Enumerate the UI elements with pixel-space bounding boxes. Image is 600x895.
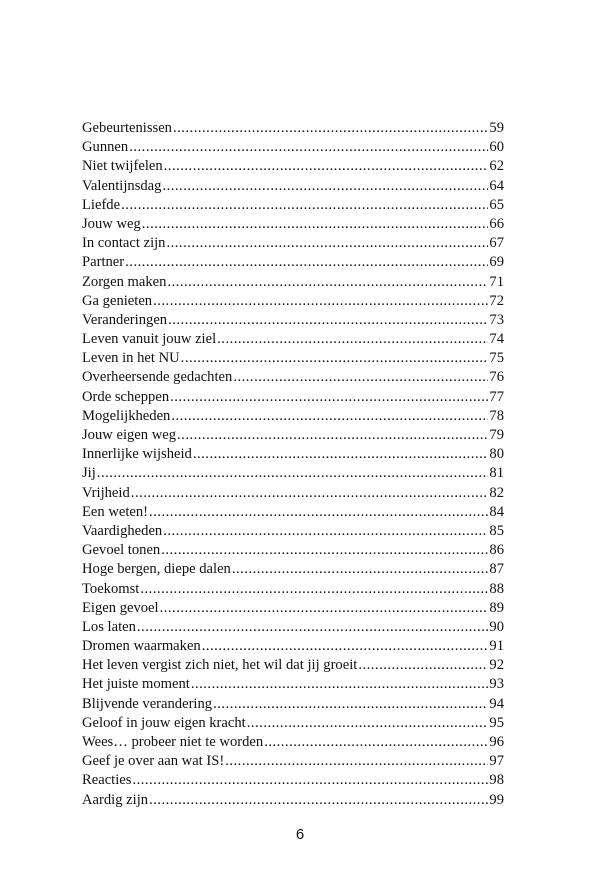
toc-entry-title: Veranderingen: [82, 311, 168, 328]
dot-leader: [125, 253, 488, 272]
dot-leader: [358, 656, 488, 675]
toc-entry-title: In contact zijn: [82, 235, 166, 252]
toc-entry-title: Gunnen: [82, 139, 129, 156]
toc-entry-title: Het juiste moment: [82, 676, 190, 693]
dot-leader: [191, 675, 489, 694]
dot-leader: [149, 503, 488, 522]
toc-entry: [82, 675, 504, 694]
dot-leader: [170, 388, 488, 407]
toc-entry-title: Liefde: [82, 196, 121, 213]
toc-entry: [82, 637, 504, 656]
toc-entry-page: 72: [489, 292, 504, 309]
toc-entry-title: Toekomst: [82, 580, 140, 597]
dot-leader: [213, 695, 488, 714]
toc-entry-page: 76: [489, 369, 504, 386]
toc-entry-page: 97: [489, 753, 504, 770]
toc-entry-page: 69: [489, 254, 504, 271]
toc-entry-page: 71: [489, 273, 504, 290]
toc-entry: [82, 215, 504, 234]
toc-entry: [82, 580, 504, 599]
toc-entry-title: Geloof in jouw eigen kracht: [82, 714, 246, 731]
toc-entry: [82, 234, 504, 253]
toc-entry-page: 80: [489, 446, 504, 463]
toc-entry-title: Vrijheid: [82, 484, 130, 501]
toc-entry-page: 92: [489, 657, 504, 674]
toc-entry: [82, 196, 504, 215]
toc-entry: [82, 349, 504, 368]
toc-entry-page: 77: [489, 388, 504, 405]
toc-entry: [82, 330, 504, 349]
dot-leader: [163, 522, 488, 541]
toc-entry: [82, 618, 504, 637]
toc-entry: [82, 484, 504, 503]
dot-leader: [131, 484, 489, 503]
toc-entry-page: 90: [489, 618, 504, 635]
toc-entry-page: 65: [489, 196, 504, 213]
toc-entry: [82, 714, 504, 733]
toc-entry: [82, 464, 504, 483]
dot-leader: [149, 791, 488, 810]
toc-entry-page: 66: [489, 215, 504, 232]
toc-entry-title: Leven in het NU: [82, 350, 180, 367]
dot-leader: [264, 733, 488, 752]
toc-entry: [82, 791, 504, 810]
toc-entry-title: Jouw weg: [82, 215, 141, 232]
dot-leader: [97, 464, 489, 483]
dot-leader: [232, 560, 489, 579]
dot-leader: [168, 311, 488, 330]
toc-entry-page: 64: [489, 177, 504, 194]
toc-entry: [82, 771, 504, 790]
toc-entry-page: 94: [489, 695, 504, 712]
toc-entry-title: Blijvende verandering: [82, 695, 213, 712]
dot-leader: [166, 234, 488, 253]
toc-entry-page: 91: [489, 638, 504, 655]
dot-leader: [121, 196, 488, 215]
toc-entry-title: Aardig zijn: [82, 791, 149, 808]
toc-entry: [82, 426, 504, 445]
toc-entry: [82, 311, 504, 330]
page-number: 6: [295, 826, 305, 843]
toc-entry: [82, 119, 504, 138]
toc-entry-page: 99: [489, 791, 504, 808]
toc-entry: [82, 407, 504, 426]
toc-entry-page: 75: [489, 350, 504, 367]
toc-entry-page: 78: [489, 407, 504, 424]
toc-entry-title: Jij: [82, 465, 96, 482]
toc-entry-title: Geef je over aan wat IS!: [82, 753, 225, 770]
toc-entry-title: Dromen waarmaken: [82, 638, 201, 655]
toc-entry-page: 87: [489, 561, 504, 578]
toc-entry-title: Innerlijke wijsheid: [82, 446, 192, 463]
toc-entry: [82, 157, 504, 176]
toc-entry-page: 81: [489, 465, 504, 482]
dot-leader: [132, 771, 488, 790]
toc-entry-title: Hoge bergen, diepe dalen: [82, 561, 231, 578]
dot-leader: [181, 349, 489, 368]
toc-entry: [82, 503, 504, 522]
toc-entry-page: 96: [489, 734, 504, 750]
toc-entry-page: 86: [489, 542, 504, 559]
dot-leader: [217, 330, 488, 349]
dot-leader: [129, 138, 488, 157]
toc-entry: [82, 733, 504, 752]
toc-entry-title: Gebeurtenissen: [82, 120, 172, 136]
toc-entry-page: 62: [489, 158, 504, 175]
table-of-contents: [82, 119, 504, 810]
toc-entry-title: Het leven vergist zich niet, het wil dat jij groeit: [82, 657, 358, 674]
toc-entry-title: Leven vanuit jouw ziel: [82, 331, 217, 348]
toc-entry: [82, 752, 504, 771]
toc-entry-page: 88: [489, 580, 504, 597]
toc-entry-title: Jouw eigen weg: [82, 427, 177, 443]
dot-leader: [177, 426, 488, 445]
toc-entry-title: Partner: [82, 254, 125, 271]
toc-entry-page: 93: [489, 676, 504, 693]
toc-entry-page: 73: [489, 311, 504, 328]
dot-leader: [173, 119, 488, 138]
toc-entry-page: 95: [489, 714, 504, 731]
toc-entry-page: 60: [489, 139, 504, 156]
toc-entry-title: Reacties: [82, 772, 132, 789]
toc-entry-page: 84: [489, 503, 504, 520]
toc-entry: [82, 599, 504, 618]
toc-entry-title: Vaardigheden: [82, 522, 163, 539]
toc-entry-page: 74: [489, 331, 504, 348]
toc-entry: [82, 541, 504, 560]
toc-entry-page: 82: [489, 484, 504, 501]
toc-entry-title: Gevoel tonen: [82, 542, 161, 559]
toc-entry-page: 98: [489, 772, 504, 789]
toc-entry: [82, 253, 504, 272]
toc-entry-title: Niet twijfelen: [82, 158, 163, 175]
toc-entry-page: 85: [489, 522, 504, 539]
dot-leader: [162, 177, 488, 196]
toc-entry-title: Mogelijkheden: [82, 407, 171, 424]
dot-leader: [247, 714, 489, 733]
dot-leader: [202, 637, 489, 656]
toc-entry-title: Ga genieten: [82, 292, 153, 309]
toc-entry: [82, 138, 504, 157]
dot-leader: [171, 407, 488, 426]
toc-entry: [82, 273, 504, 292]
toc-entry-page: 89: [489, 599, 504, 616]
dot-leader: [193, 445, 489, 464]
toc-entry: [82, 177, 504, 196]
toc-entry-title: Los laten: [82, 618, 136, 635]
toc-entry-page: 59: [489, 120, 504, 136]
dot-leader: [164, 157, 489, 176]
toc-entry-title: Zorgen maken: [82, 273, 167, 290]
toc-entry: [82, 445, 504, 464]
dot-leader: [161, 541, 488, 560]
toc-entry-page: 67: [489, 235, 504, 252]
dot-leader: [140, 580, 488, 599]
toc-entry-page: 79: [489, 427, 504, 443]
dot-leader: [160, 599, 489, 618]
dot-leader: [225, 752, 488, 771]
dot-leader: [153, 292, 488, 311]
toc-entry: [82, 388, 504, 407]
toc-entry-title: Valentijnsdag: [82, 177, 162, 194]
toc-entry-title: Overheersende gedachten: [82, 369, 233, 386]
toc-entry-title: Eigen gevoel: [82, 599, 159, 616]
toc-entry: [82, 560, 504, 579]
dot-leader: [233, 368, 488, 387]
dot-leader: [142, 215, 489, 234]
toc-entry: [82, 656, 504, 675]
dot-leader: [167, 273, 488, 292]
dot-leader: [137, 618, 489, 637]
toc-entry: [82, 695, 504, 714]
toc-entry: [82, 292, 504, 311]
toc-entry: [82, 368, 504, 387]
toc-entry-title: Een weten!: [82, 503, 149, 520]
toc-entry-title: Wees… probeer niet te worden: [82, 734, 264, 750]
toc-entry: [82, 522, 504, 541]
toc-entry-title: Orde scheppen: [82, 388, 170, 405]
